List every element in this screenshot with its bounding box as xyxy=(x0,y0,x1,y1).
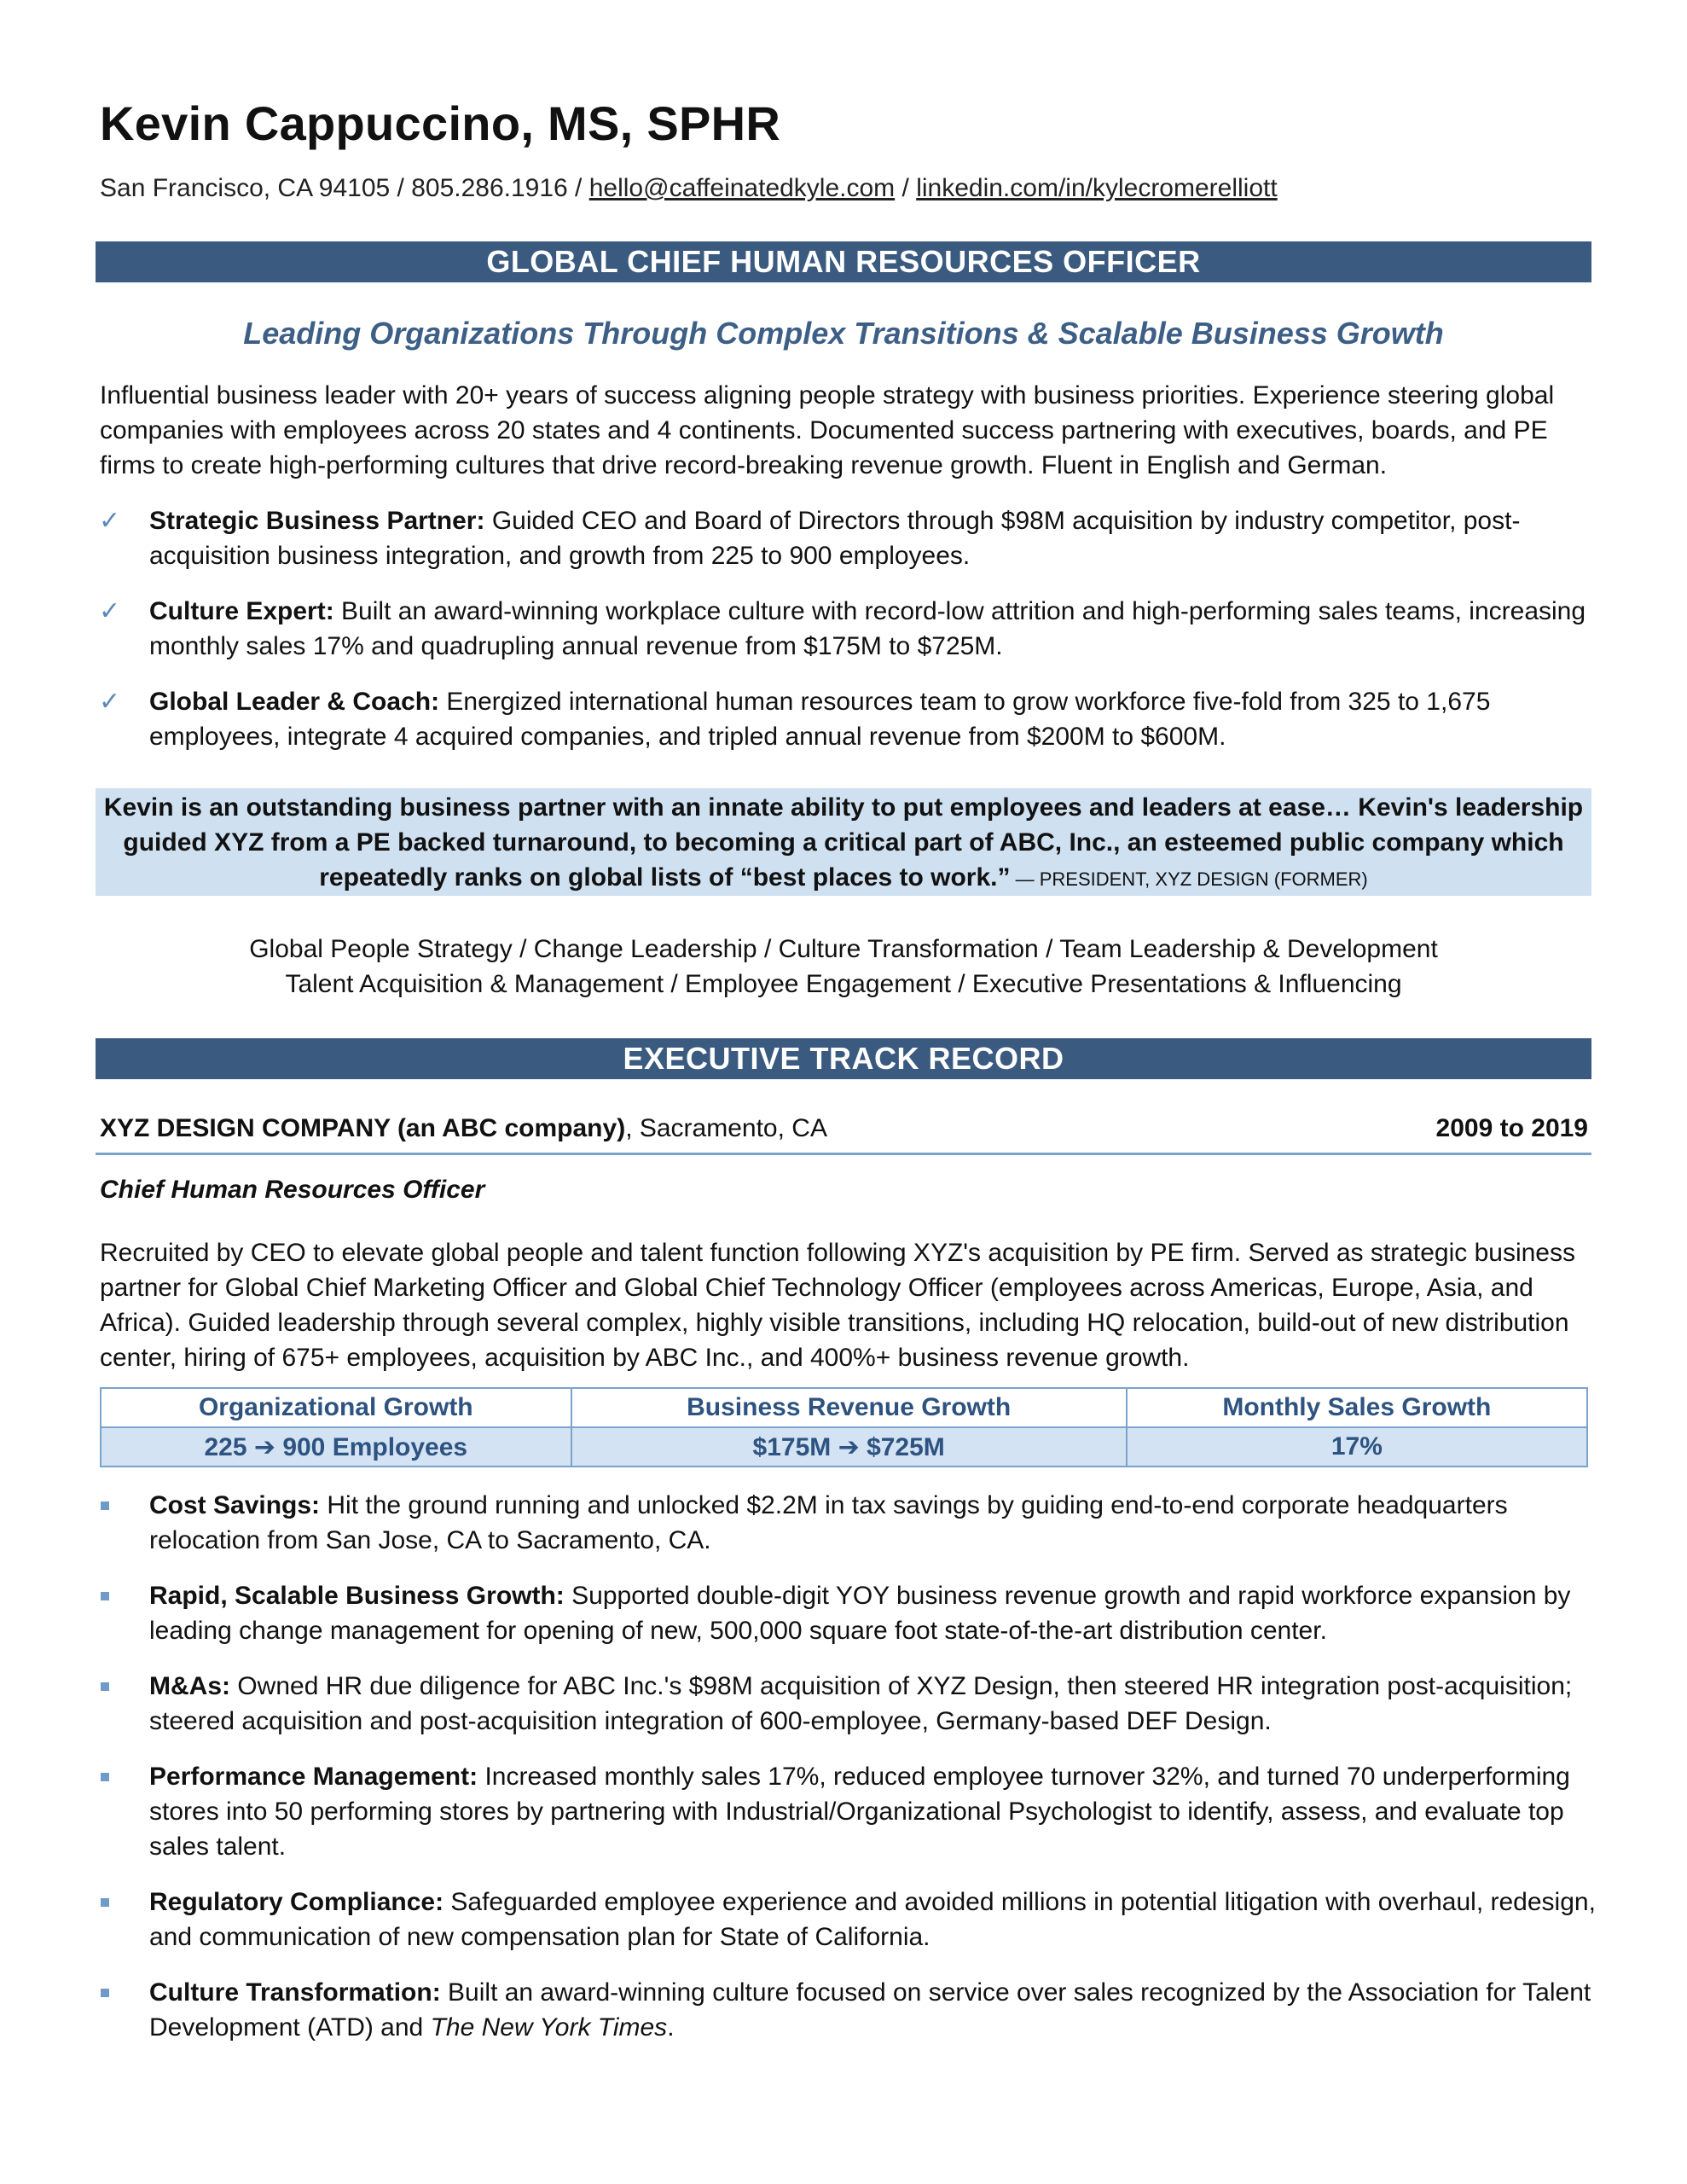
metric-value: 17% xyxy=(1127,1427,1587,1467)
highlight-text: Guided CEO and Board of Directors through $98M acquisition by industry competitor, post-acquisition business integration, and growth from 225 to 900 employees. xyxy=(149,507,1521,570)
job-location: , Sacramento, CA xyxy=(625,1114,827,1142)
achievement-item xyxy=(96,1759,1597,1864)
job-divider xyxy=(96,1153,1591,1155)
checkmark-icon: ✓ xyxy=(99,506,121,536)
square-bullet-icon xyxy=(101,1898,109,1907)
metric-header: Business Revenue Growth xyxy=(571,1388,1127,1427)
headline: GLOBAL CHIEF HUMAN RESOURCES OFFICER xyxy=(486,244,1201,279)
linkedin-link[interactable]: linkedin.com/in/kylecromerelliott xyxy=(916,174,1278,202)
core-competencies xyxy=(96,932,1591,1002)
job-dates: 2009 to 2019 xyxy=(1435,1114,1588,1142)
job-header xyxy=(100,1114,1588,1143)
keywords-line: Talent Acquisition & Management / Employee Engagement / Executive Presentations & Influencing xyxy=(285,970,1402,998)
job-title: Chief Human Resources Officer xyxy=(100,1176,485,1204)
metrics-header-row xyxy=(101,1388,1587,1427)
tagline: Leading Organizations Through Complex Transitions & Scalable Business Growth xyxy=(243,316,1444,351)
summary: Influential business leader with 20+ years of success aligning people strategy with business priorities. Experience steering global companies with employees across 20 states and 4 continents. Documented success partnering with executives, boards, and PE firms to create high-performing cultures that drive record-breaking revenue growth. Fluent in English and German. xyxy=(100,381,1555,479)
square-bullet-icon xyxy=(101,1502,109,1510)
achievement-text: Hit the ground running and unlocked $2.2M in tax savings by guiding end-to-end corporate headquarters relocation from San Jose, CA to Sacramento, CA. xyxy=(149,1491,1508,1554)
achievement-title: M&As: xyxy=(149,1672,230,1700)
section-title: EXECUTIVE TRACK RECORD xyxy=(623,1041,1064,1076)
achievement-item xyxy=(96,1975,1597,2045)
achievement-title: Performance Management: xyxy=(149,1763,478,1791)
achievement-title: Regulatory Compliance: xyxy=(149,1888,444,1916)
section-band xyxy=(96,1038,1591,1079)
achievement-title: Culture Transformation: xyxy=(149,1978,441,2007)
candidate-name: Kevin Cappuccino, MS, SPHR xyxy=(100,96,781,150)
achievement-title: Cost Savings: xyxy=(149,1491,321,1519)
publication-name: The New York Times xyxy=(430,2013,668,2042)
achievement-text: Owned HR due diligence for ABC Inc.'s $98M acquisition of XYZ Design, then steered HR integration post-acquisition; steered acquisition and post-acquisition integration of 600-employee, Germany-based DEF Design. xyxy=(149,1672,1573,1735)
achievement-item xyxy=(96,1885,1597,1955)
job-company-location xyxy=(100,1114,827,1143)
metric-value: 225 ➔ 900 Employees xyxy=(101,1427,571,1467)
quote-attribution: — PRESIDENT, XYZ DESIGN (FORMER) xyxy=(1010,868,1368,890)
highlight-title: Global Leader & Coach: xyxy=(149,688,440,716)
checkmark-icon: ✓ xyxy=(99,596,121,626)
contact-line xyxy=(100,174,1278,203)
job-description: Recruited by CEO to elevate global people and talent function following XYZ's acquisition by PE firm. Served as strategic business partner for Global Chief Marketing Officer and Global Chief Technology Officer (employees across Americas, Europe, Asia, and Africa). Guided leadership through several complex, highly visible transitions, including HQ relocation, build-out of new distribution center, hiring of 675+ employees, acquisition by ABC Inc., and 400%+ business revenue growth. xyxy=(100,1239,1575,1372)
square-bullet-icon xyxy=(101,1682,109,1691)
highlight-item xyxy=(96,684,1597,754)
location-phone: San Francisco, CA 94105 / 805.286.1916 / xyxy=(100,174,583,202)
achievement-text: Safeguarded employee experience and avoided millions in potential litigation with overhaul, redesign, and communication of new compensation plan for State of California. xyxy=(149,1888,1596,1951)
achievement-item xyxy=(96,1578,1597,1648)
quote-text: Kevin is an outstanding business partner with an innate ability to put employees and leaders at ease… Kevin's leadership guided XYZ from a PE backed turnaround, to becoming a critical part of ABC, Inc., an esteemed public company which repeatedly ranks on global lists of “best places to work.” xyxy=(103,793,1584,892)
highlight-item xyxy=(96,503,1597,573)
achievements-list xyxy=(96,1488,1597,2045)
metrics-value-row xyxy=(101,1427,1587,1467)
checkmark-icon: ✓ xyxy=(99,687,121,717)
achievement-end: . xyxy=(667,2013,675,2042)
testimonial-quote xyxy=(96,788,1591,896)
metric-header: Organizational Growth xyxy=(101,1388,571,1427)
achievement-text: Supported double-digit YOY business revenue growth and rapid workforce expansion by leading change management for opening of new, 500,000 square foot state-of-the-art distribution center. xyxy=(149,1582,1571,1645)
metric-value: $175M ➔ $725M xyxy=(571,1427,1127,1467)
highlight-text: Built an award-winning workplace culture with record-low attrition and high-performing sales teams, increasing monthly sales 17% and quadrupling annual revenue from $175M to $725M. xyxy=(149,597,1586,660)
keywords-line: Global People Strategy / Change Leadership / Culture Transformation / Team Leadership & Development xyxy=(249,935,1438,963)
headline-band xyxy=(96,241,1591,282)
square-bullet-icon xyxy=(101,1773,109,1781)
square-bullet-icon xyxy=(101,1989,109,1997)
achievement-item xyxy=(96,1669,1597,1739)
square-bullet-icon xyxy=(101,1592,109,1600)
achievement-text: Built an award-winning culture focused on service over sales recognized by the Association for Talent Development (ATD) and xyxy=(149,1978,1591,2042)
achievement-text: Increased monthly sales 17%, reduced employee turnover 32%, and turned 70 underperforming stores into 50 performing stores by partnering with Industrial/Organizational Psychologist to identify, assess, and evaluate top sales talent. xyxy=(149,1763,1570,1861)
contact-separator: / xyxy=(901,174,909,202)
email-link[interactable]: hello@caffeinatedkyle.com xyxy=(588,174,896,202)
highlight-item xyxy=(96,594,1597,664)
job-company: XYZ DESIGN COMPANY (an ABC company) xyxy=(100,1114,626,1142)
highlight-text: Energized international human resources team to grow workforce five-fold from 325 to 1,675 employees, integrate 4 acquired companies, and tripled annual revenue from $200M to $600M. xyxy=(149,688,1491,751)
achievement-item xyxy=(96,1488,1597,1558)
achievement-title: Rapid, Scalable Business Growth: xyxy=(149,1582,565,1610)
highlights-list xyxy=(96,503,1597,754)
highlight-title: Culture Expert: xyxy=(149,597,334,625)
metrics-table xyxy=(100,1387,1588,1467)
highlight-title: Strategic Business Partner: xyxy=(149,507,485,535)
metric-header: Monthly Sales Growth xyxy=(1127,1388,1587,1427)
